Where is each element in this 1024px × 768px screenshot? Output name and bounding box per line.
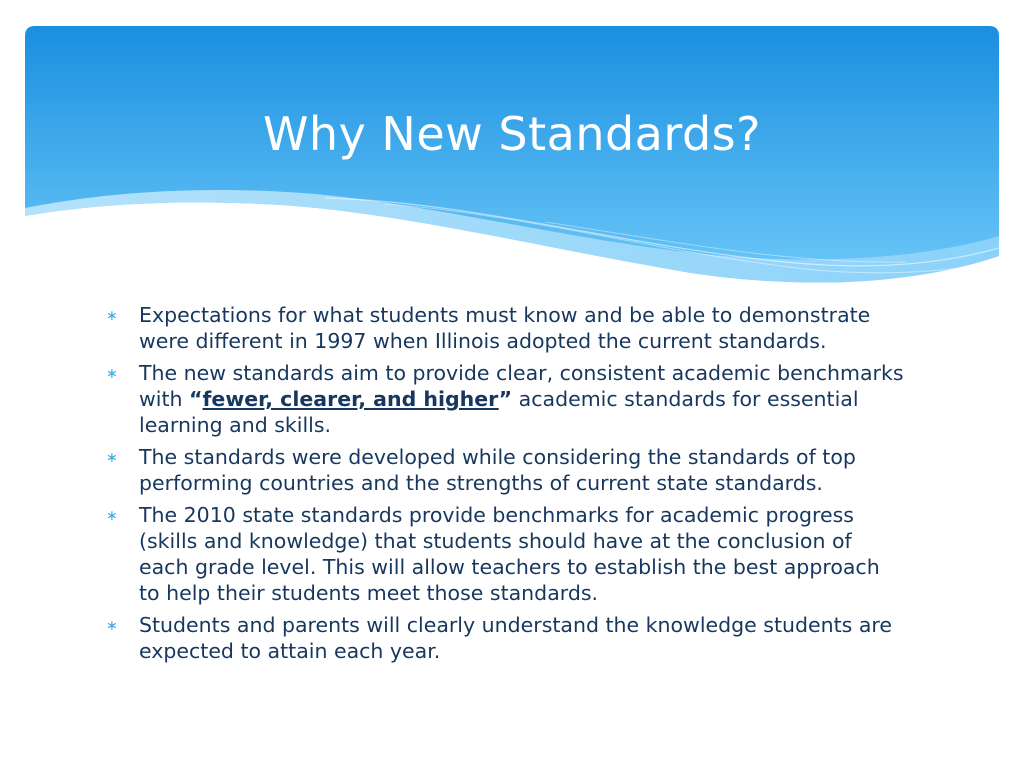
fewer-clearer-higher-link[interactable]: fewer, clearer, and higher xyxy=(202,387,499,411)
bullet-text-before: The new standards aim to provide clear, consistent academic benchmarks with xyxy=(139,361,904,411)
asterisk-bullet-icon: ∗ xyxy=(106,308,118,324)
bullet-text: Expectations for what students must know and be able to demonstrate were different in 1997 when Illinois adopted the current standards. xyxy=(139,303,871,353)
asterisk-bullet-icon: ∗ xyxy=(106,618,118,634)
asterisk-bullet-icon: ∗ xyxy=(106,450,118,466)
open-quote: “ xyxy=(189,387,203,411)
bullet-text: The 2010 state standards provide benchmarks for academic progress (skills and knowledge) that students should have at the conclusion of each grade level. This will allow teachers to establish the best approach to help their students meet those standards. xyxy=(139,503,880,605)
bullet-text-after: academic standards for essential learning and skills. xyxy=(139,387,859,437)
bullet-item-2 xyxy=(106,360,906,438)
asterisk-bullet-icon: ∗ xyxy=(106,366,118,382)
bullet-item-1 xyxy=(106,302,906,354)
bullet-text: Students and parents will clearly understand the knowledge students are expected to attain each year. xyxy=(139,613,893,663)
bullet-item-3 xyxy=(106,444,906,496)
bullet-item-4 xyxy=(106,502,906,606)
close-quote: ” xyxy=(498,387,513,411)
bullet-list xyxy=(106,302,906,670)
asterisk-bullet-icon: ∗ xyxy=(106,508,118,524)
bullet-text: The standards were developed while considering the standards of top performing countries and the strengths of current state standards. xyxy=(139,445,856,495)
slide-title: Why New Standards? xyxy=(262,106,762,161)
bullet-item-5 xyxy=(106,612,906,664)
